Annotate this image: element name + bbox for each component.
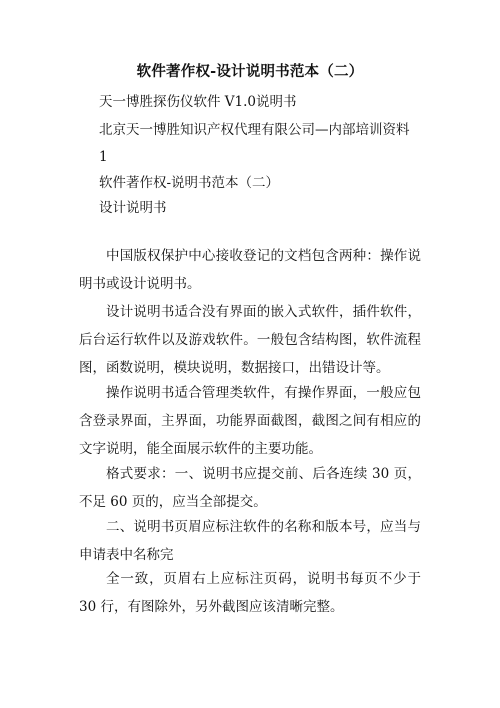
paragraph-operation-manual: 操作说明书适合管理类软件，有操作界面，一般应包含登录界面，主界面，功能界面截图，截图之间有相应的文字说明，能全面展示软件的主要功能。 — [79, 385, 421, 457]
doc-type-label: 说明书 — [256, 94, 297, 110]
subtitle: 软件著作权-说明书范本（二） — [99, 175, 280, 191]
paragraph-page-requirements: 全一致，页眉右上应标注页码，说明书每页不少于 30 行，有图除外，另外截图应该清晰完整。 — [79, 571, 421, 615]
software-name: 天一博胜探伤仪软件 V1.0 — [99, 94, 257, 110]
page-number: 1 — [99, 149, 108, 165]
paragraph-design-manual: 设计说明书适合没有界面的嵌入式软件，插件软件，后台运行软件以及游戏软件。一般包含结构图，软件流程图，函数说明，模块说明，数据接口，出错设计等。 — [79, 304, 421, 376]
section-title: 设计说明书 — [99, 200, 167, 216]
paragraph-doc-types: 中国版权保护中心接收登记的文档包含两种：操作说明书或设计说明书。 — [79, 248, 421, 292]
company-line: 北京天一博胜知识产权代理有限公司—内部培训资料 — [99, 122, 410, 138]
paragraph-format-requirements: 格式要求：一、说明书应提交前、后各连续 30 页，不足 60 页的，应当全部提交。 — [79, 466, 421, 510]
document-title: 软件著作权-设计说明书范本（二） — [136, 63, 364, 80]
paragraph-header-requirements: 二、说明书页眉应标注软件的名称和版本号，应当与申请表中名称完 — [79, 519, 421, 563]
